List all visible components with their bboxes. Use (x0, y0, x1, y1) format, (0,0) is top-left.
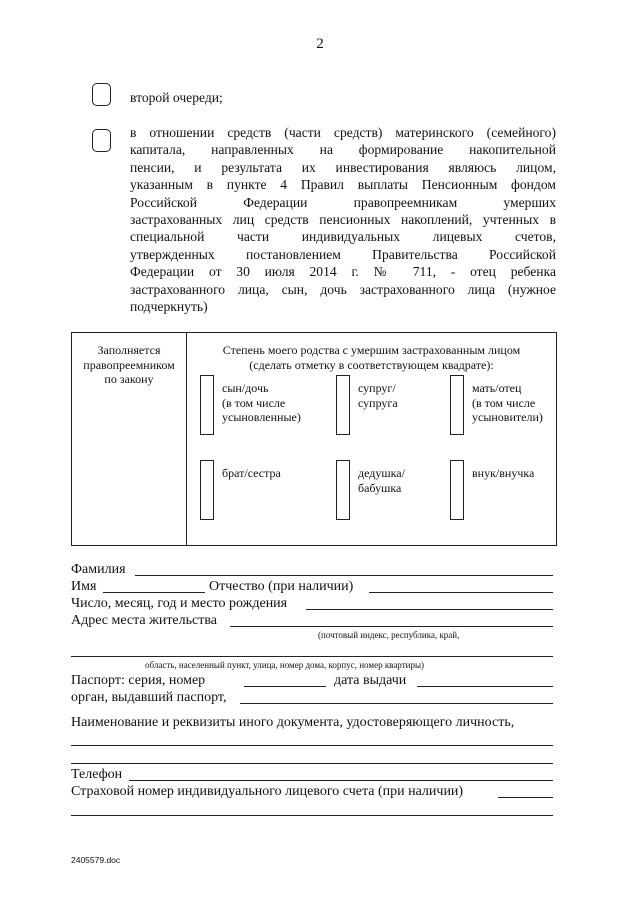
relation-left-header (72, 333, 186, 387)
paragraph-line: Федерации от 30 июля 2014 г. № 711, - отец ребенка (130, 264, 556, 280)
relation-table-right-cell (187, 333, 557, 546)
text-line: Заполняется (97, 343, 161, 357)
text-line: правопреемником (83, 357, 175, 372)
relation-label-son-daughter (222, 381, 301, 425)
address-field-line2[interactable] (71, 656, 553, 657)
issue-date-field[interactable] (417, 686, 553, 687)
other-doc-field-2[interactable] (71, 763, 553, 764)
address-hint-2: область, населенный пункт, улица, номер дома, корпус, номер квартиры) (145, 660, 424, 670)
relation-checkbox-grandparent[interactable] (336, 460, 350, 520)
phone-field[interactable] (129, 780, 553, 781)
text-line: дедушка/ (358, 466, 405, 480)
maternity-capital-text (130, 124, 556, 315)
paragraph-line: застрахованного лица, сын, дочь застрахованного лица (нужное (130, 281, 556, 297)
text-line: брат/сестра (222, 466, 281, 480)
paragraph-line: утвержденных постановлением Правительства Российской (130, 246, 556, 262)
paragraph-line: капитала, направленных на формирование накопительной (130, 142, 556, 158)
issuer-label: орган, выдавший паспорт, (71, 690, 227, 705)
text-line: внук/внучка (472, 466, 535, 480)
relation-table (71, 332, 557, 546)
paragraph-line: в отношении средств (части средств) материнского (семейного) (130, 125, 556, 140)
paragraph-line: подчеркнуть) (130, 299, 208, 315)
name-field[interactable] (103, 592, 205, 593)
paragraph-line: застрахованных лиц средств пенсионных накоплений, учтенных в (130, 212, 556, 228)
relation-checkbox-spouse[interactable] (336, 375, 350, 435)
text-line: мать/отец (472, 381, 522, 395)
text-line: сын/дочь (222, 381, 269, 395)
address-label: Адрес места жительства (71, 613, 217, 628)
text-line: (сделать отметку в соответствующем квадрате): (249, 357, 494, 372)
relation-label-brother-sister (222, 466, 281, 481)
address-field[interactable] (230, 626, 553, 627)
relation-label-mother-father (472, 381, 543, 425)
text-line: супруг/ (358, 381, 396, 395)
patronymic-label: Отчество (при наличии) (209, 579, 354, 594)
relation-label-grandparent (358, 466, 405, 495)
phone-label: Телефон (71, 767, 123, 782)
paragraph-line: специальной части индивидуальных лицевых счетов, (130, 229, 556, 245)
name-label: Имя (71, 579, 97, 594)
paragraph-line: пенсии, и результата их инвестирования являюсь лицом, (130, 159, 556, 175)
maternity-capital-checkbox[interactable] (92, 129, 111, 152)
relation-right-header (187, 333, 556, 372)
page-number: 2 (316, 36, 324, 52)
text-line: бабушка (358, 480, 402, 495)
passport-label: Паспорт: серия, номер (71, 673, 206, 688)
relation-checkbox-grandchild[interactable] (450, 460, 464, 520)
footer-filename: 2405579.doc (71, 855, 121, 865)
text-line: супруга (358, 395, 398, 410)
text-line: (в том числе (472, 395, 536, 410)
patronymic-field[interactable] (369, 592, 553, 593)
second-priority-checkbox[interactable] (92, 83, 111, 106)
text-line: по закону (104, 372, 154, 386)
paragraph-line: Российской Федерации правопреемникам умерших (130, 194, 556, 210)
other-doc-field-1[interactable] (71, 745, 553, 746)
birth-field[interactable] (306, 609, 553, 610)
other-doc-label: Наименование и реквизиты иного документа, удостоверяющего личность, (71, 715, 515, 730)
text-line: усыновленные) (222, 410, 301, 424)
surname-label: Фамилия (71, 562, 126, 577)
passport-number-field[interactable] (244, 686, 326, 687)
text-line: усыновители) (472, 410, 543, 424)
issuer-field[interactable] (240, 703, 553, 704)
second-priority-label: второй очереди; (130, 90, 223, 105)
birth-label: Число, месяц, год и место рождения (71, 596, 288, 611)
snils-field[interactable] (498, 797, 553, 798)
relation-checkbox-brother-sister[interactable] (200, 460, 214, 520)
relation-table-left-cell (72, 333, 187, 546)
address-hint-1: (почтовый индекс, республика, край, (318, 630, 460, 640)
text-line: Степень моего родства с умершим застрахованным лицом (222, 343, 521, 357)
snils-field-line2[interactable] (71, 815, 553, 816)
surname-field[interactable] (135, 575, 553, 576)
text-line: (в том числе (222, 395, 286, 410)
relation-label-spouse (358, 381, 398, 410)
paragraph-line: указанным в пункте 4 Правил выплаты Пенсионным фондом (130, 177, 556, 193)
relation-label-grandchild (472, 466, 534, 481)
relation-checkbox-son-daughter[interactable] (200, 375, 214, 435)
issue-date-label: дата выдачи (334, 673, 407, 688)
relation-checkbox-mother-father[interactable] (450, 375, 464, 435)
snils-label: Страховой номер индивидуального лицевого счета (при наличии) (71, 784, 464, 799)
